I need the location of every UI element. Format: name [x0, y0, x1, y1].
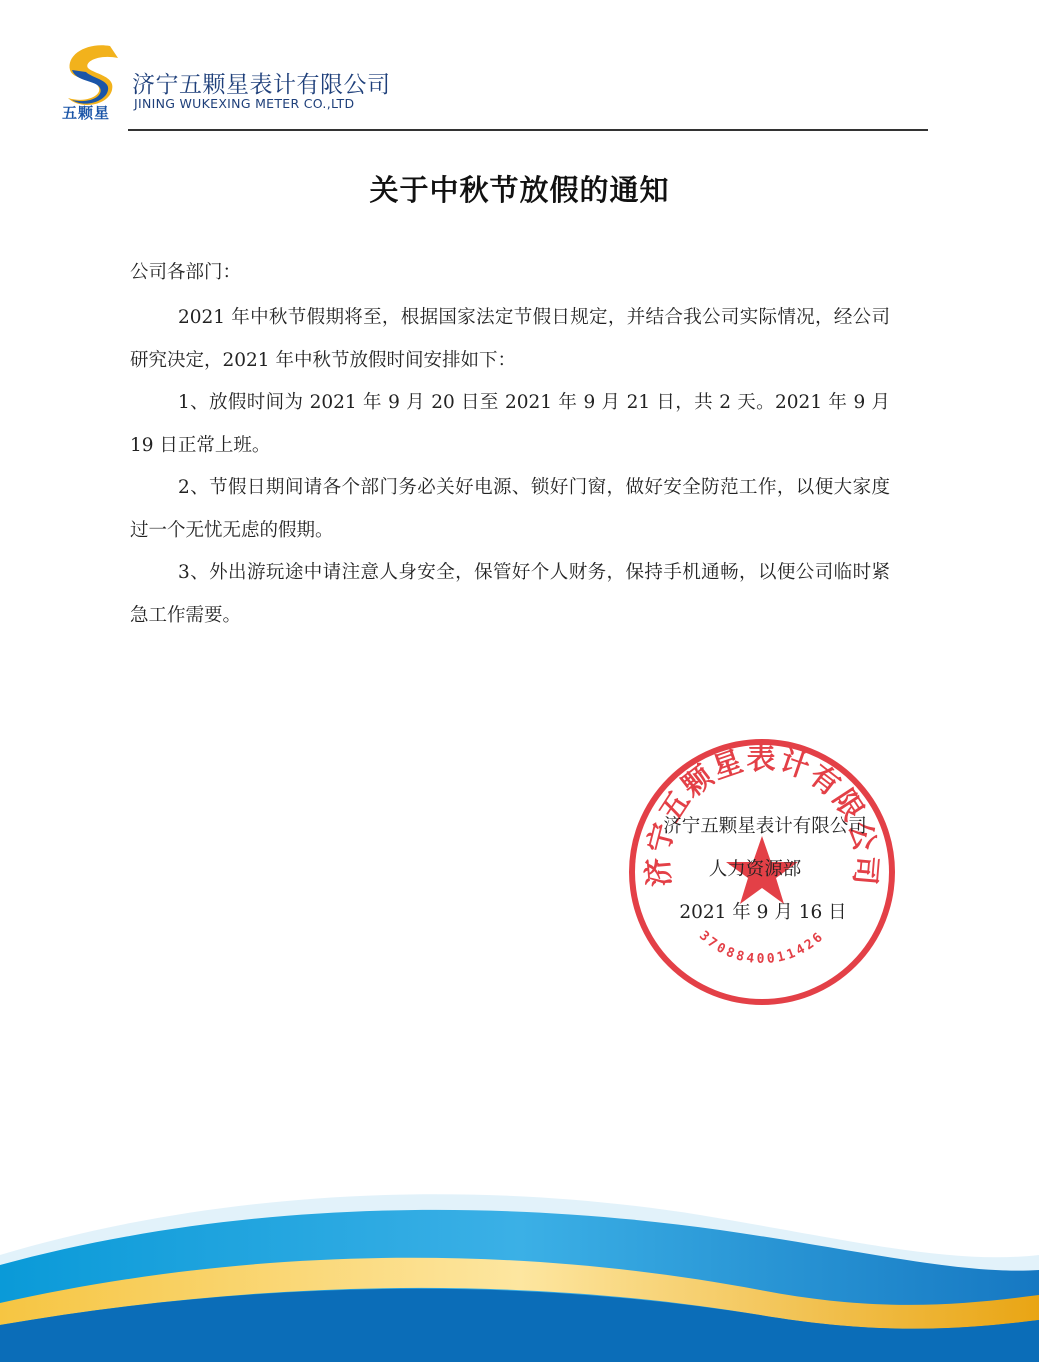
salutation: 公司各部门： — [130, 262, 242, 283]
company-name-en: JINING WUKEXING METER CO.,LTD — [134, 96, 355, 111]
paragraph-item-2: 2、节假日期间请各个部门务必关好电源、锁好门窗，做好安全防范工作，以便大家度过一个无忧无虑的假期。 — [130, 477, 890, 541]
svg-text:3708840011426 — [696, 928, 828, 967]
signature-department: 人力资源部 — [708, 859, 802, 880]
header-divider — [128, 129, 928, 131]
footer-wave-decoration — [0, 1185, 1039, 1362]
notice-title: 关于中秋节放假的通知 — [369, 173, 670, 207]
logo-text: 五颗星 — [62, 104, 111, 122]
paragraph-item-3: 3、外出游玩途中请注意人身安全，保管好个人财务，保持手机通畅，以便公司临时紧急工作需要。 — [130, 562, 890, 626]
company-name-cn: 济宁五颗星表计有限公司 — [132, 72, 391, 98]
paragraph-intro: 2021 年中秋节假期将至，根据国家法定节假日规定，并结合我公司实际情况，经公司研究决定，2021 年中秋节放假时间安排如下： — [130, 307, 890, 371]
seal-code: 3708840011426 — [696, 928, 828, 968]
signature-date: 2021 年 9 月 16 日 — [679, 902, 847, 923]
signature-company: 济宁五颗星表计有限公司 — [663, 816, 867, 837]
paragraph-item-1: 1、放假时间为 2021 年 9 月 20 日至 2021 年 9 月 21 日，共 2 天。2021 年 9 月 19 日正常上班。 — [130, 392, 890, 456]
seal-text: 济宁五颗星表计有限公司 — [640, 741, 884, 889]
